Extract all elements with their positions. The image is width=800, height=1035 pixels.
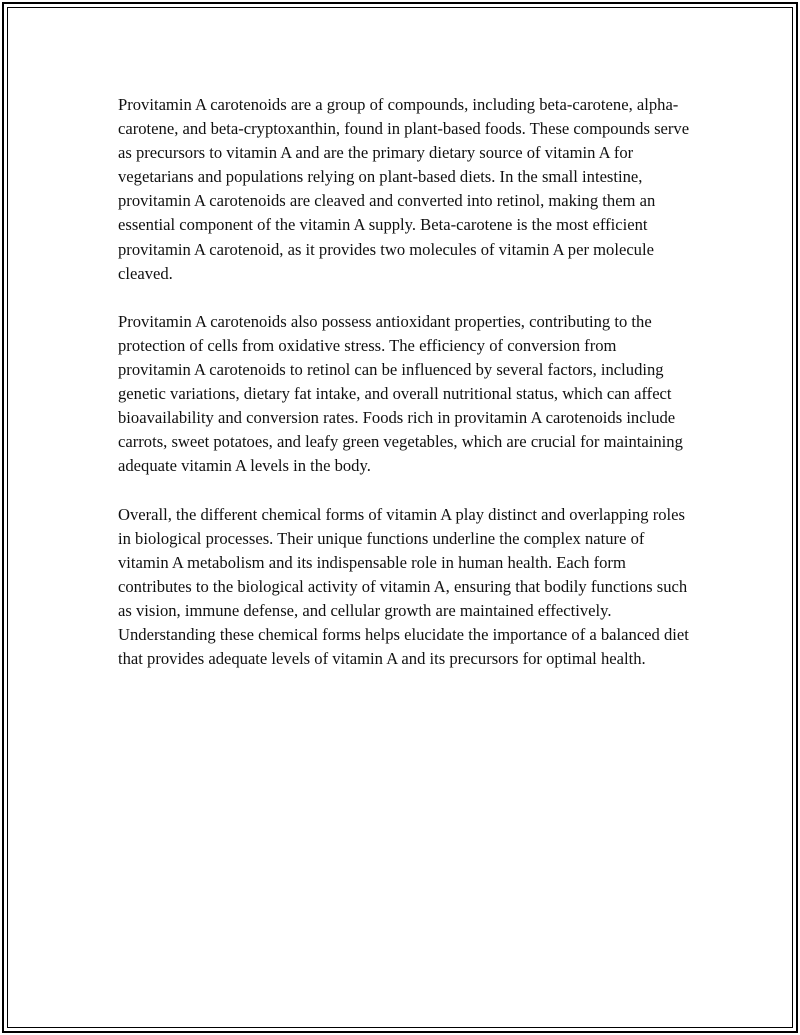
paragraph-overall-summary: Overall, the different chemical forms of vitamin A play distinct and overlapping roles in biological processes. Their unique functions underline the complex nature of vitamin A metabolism and its indispensable role in human health. Each form contributes to the biological activity of vitamin A, ensuring that bodily functions such as vision, immune defense, and cellular growth are maintained effectively. Understanding these chemical forms helps elucidate the importance of a balanced diet that provides adequate levels of vitamin A and its precursors for optimal health. xyxy=(118,504,689,669)
paragraph-antioxidant-properties: Provitamin A carotenoids also possess antioxidant properties, contributing to the protection of cells from oxidative stress. The efficiency of conversion from provitamin A carotenoids to retinol can be influenced by several factors, including genetic variations, dietary fat intake, and overall nutritional status, which can affect bioavailability and conversion rates. Foods rich in provitamin A carotenoids include carrots, sweet potatoes, and leafy green vegetables, which are crucial for maintaining adequate vitamin A levels in the body. xyxy=(118,311,683,476)
document-body xyxy=(118,93,693,671)
paragraph-provitamin-intro: Provitamin A carotenoids are a group of compounds, including beta-carotene, alpha-carotene, and beta-cryptoxanthin, found in plant-based foods. These compounds serve as precursors to vitamin A and are the primary dietary source of vitamin A for vegetarians and populations relying on plant-based diets. In the small intestine, provitamin A carotenoids are cleaved and converted into retinol, making them an essential component of the vitamin A supply. Beta-carotene is the most efficient provitamin A carotenoid, as it provides two molecules of vitamin A per molecule cleaved. xyxy=(118,95,690,283)
